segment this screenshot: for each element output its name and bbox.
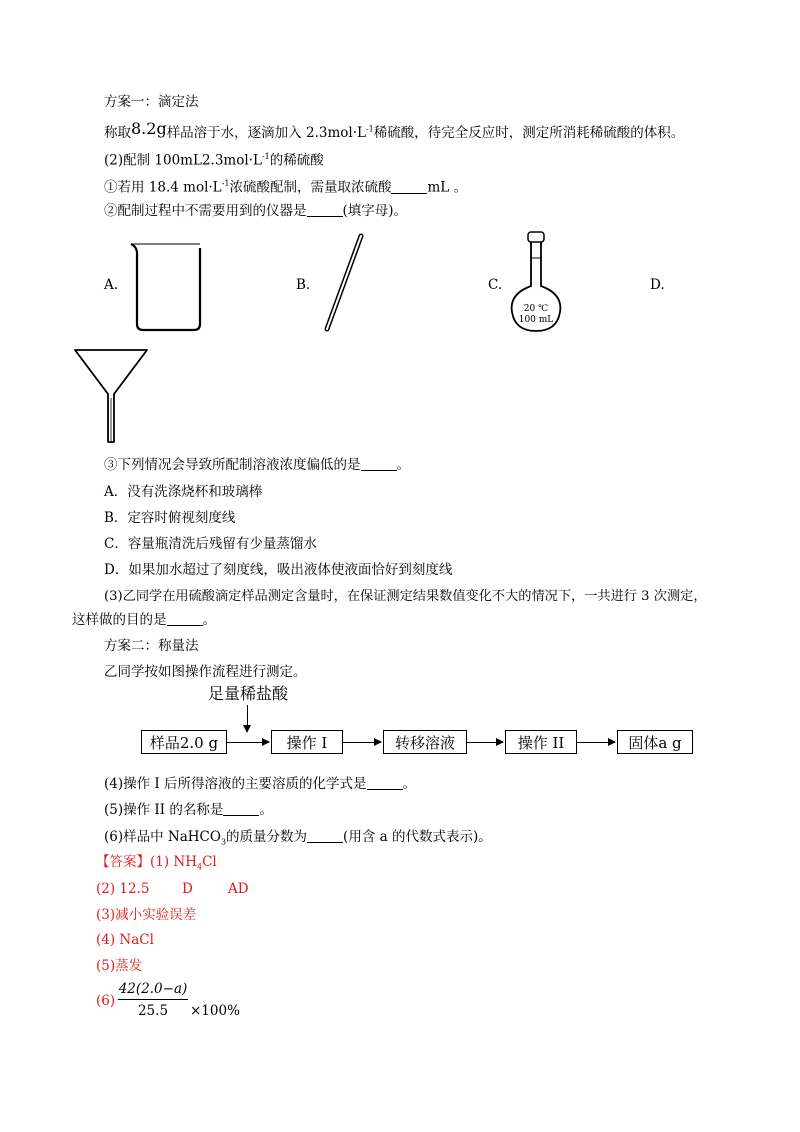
answer-3: (3)减小实验误差	[96, 907, 197, 923]
answer-1-post: Cl	[202, 854, 217, 870]
plan1-text-a: 称取	[104, 125, 131, 141]
answer-blank	[391, 179, 427, 194]
option-b: B．定容时俯视刻度线	[104, 510, 236, 526]
q2-sub3-b: 。	[396, 457, 410, 473]
q4-b: 。	[402, 776, 417, 792]
q6	[104, 828, 492, 852]
q5	[104, 801, 273, 819]
q2-sub1	[104, 175, 467, 197]
option-c: C．容量瓶清洗后残留有少量蒸馏水	[104, 536, 317, 552]
flow-arrow	[343, 742, 381, 743]
fraction-bar	[118, 999, 188, 1000]
flow-step-transfer: 转移溶液	[383, 730, 467, 754]
plan1-text	[104, 120, 684, 142]
q3-line1: (3)乙同学在用硫酸滴定样品测定含量时，在保证测定结果数值变化不大的情况下，一共进行 3 次测定，	[104, 589, 707, 604]
answer-2-ad: AD	[228, 881, 249, 897]
answer-blank	[223, 801, 259, 816]
plan2-intro: 乙同学按如图操作流程进行测定。	[104, 664, 307, 680]
plan1-mass: 8.2g	[131, 119, 167, 138]
q2-sub3-a: ③下列情况会导致所配制溶液浓度偏低的是	[104, 457, 361, 473]
answer-blank	[167, 611, 203, 626]
q2-sub1-b: 浓硫酸配制，需量取浓硫酸	[229, 179, 392, 196]
flask-label-temp: 20 ℃	[523, 304, 549, 314]
glass-rod-icon	[318, 232, 368, 334]
q2-head-a: (2)配制 100mL2.3mol·L	[104, 152, 262, 169]
label-d: D.	[650, 277, 665, 293]
label-a: A.	[104, 277, 119, 293]
label-b: B.	[296, 277, 311, 293]
q2-head	[104, 148, 324, 170]
q2-sub1-sup: -1	[221, 179, 230, 188]
answer-6-numerator: 42(2.0−a)	[118, 981, 188, 997]
q6-a: (6)样品中 NaHCO	[104, 829, 221, 845]
q2-head-sup: -1	[261, 152, 270, 161]
q2-sub2-b: (填字母)。	[342, 203, 408, 219]
flow-step-sample: 样品2.0 g	[141, 730, 227, 754]
answer-4: (4) NaCl	[96, 932, 154, 948]
q3-line2-a: 这样做的目的是	[72, 612, 167, 628]
funnel-icon	[72, 346, 152, 448]
plan1-sup: -1	[365, 124, 374, 134]
answer-1	[96, 853, 217, 877]
q5-b: 。	[259, 802, 273, 818]
answer-2-d: D	[182, 881, 193, 897]
answer-label: 【答案】	[96, 854, 150, 870]
flow-arrow	[227, 742, 269, 743]
beaker-icon	[128, 240, 210, 335]
answer-6-tail: ×100%	[190, 1003, 240, 1019]
answer-2-num: (2) 12.5	[96, 881, 150, 897]
answer-1-pre: (1) NH	[150, 854, 197, 870]
q6-c: (用含 a 的代数式表示)。	[343, 829, 492, 845]
q3-line2-b: 。	[202, 612, 216, 628]
answer-1-sub: 4	[197, 862, 203, 872]
plan2-title: 方案二：称量法	[104, 638, 199, 654]
plan1-title: 方案一：滴定法	[104, 94, 199, 110]
q5-a: (5)操作 II 的名称是	[104, 802, 224, 818]
q2-sub1-a: ①若用 18.4 mol·L	[104, 179, 222, 196]
q2-sub2-a: ②配制过程中不需要用到的仪器是	[104, 203, 307, 219]
q2-sub3	[104, 456, 410, 474]
answer-6-denominator: 25.5	[137, 1003, 169, 1019]
plan1-text-b: 样品溶于水，逐滴加入 2.3mol·L	[166, 125, 366, 141]
q2-sub1-c: mL 。	[427, 179, 468, 196]
flow-arrow	[577, 742, 615, 743]
flow-step-op1: 操作 I	[271, 730, 343, 754]
answer-blank	[307, 828, 343, 843]
flow-reagent: 足量稀盐酸	[208, 684, 289, 703]
answer-6-label: (6)	[96, 993, 116, 1009]
answer-blank	[307, 202, 343, 217]
answer-blank	[361, 456, 397, 471]
flow-step-solid: 固体a g	[617, 730, 693, 754]
reagent-arrow-head	[243, 725, 251, 733]
plan1-text-c: 稀硫酸，待完全反应时，测定所消耗稀硫酸的体积。	[373, 125, 685, 141]
q2-sub2	[104, 202, 407, 220]
answer-5: (5)蒸发	[96, 958, 143, 974]
option-d: D．如果加水超过了刻度线，吸出液体使液面恰好到刻度线	[104, 562, 453, 578]
q6-b: 的质量分数为	[226, 829, 308, 845]
flow-arrow	[467, 742, 503, 743]
q6-sub: 3	[220, 837, 227, 847]
flow-step-op2: 操作 II	[505, 730, 577, 754]
answer-blank	[367, 775, 403, 790]
q4-a: (4)操作 I 后所得溶液的主要溶质的化学式是	[104, 776, 367, 792]
q4	[104, 775, 416, 793]
label-c: C.	[488, 277, 503, 293]
q3-line2	[72, 611, 216, 629]
option-a: A．没有洗涤烧杯和玻璃棒	[104, 484, 263, 500]
flask-label-volume: 100 mL	[518, 315, 554, 325]
q2-head-b: 的稀硫酸	[269, 152, 324, 169]
